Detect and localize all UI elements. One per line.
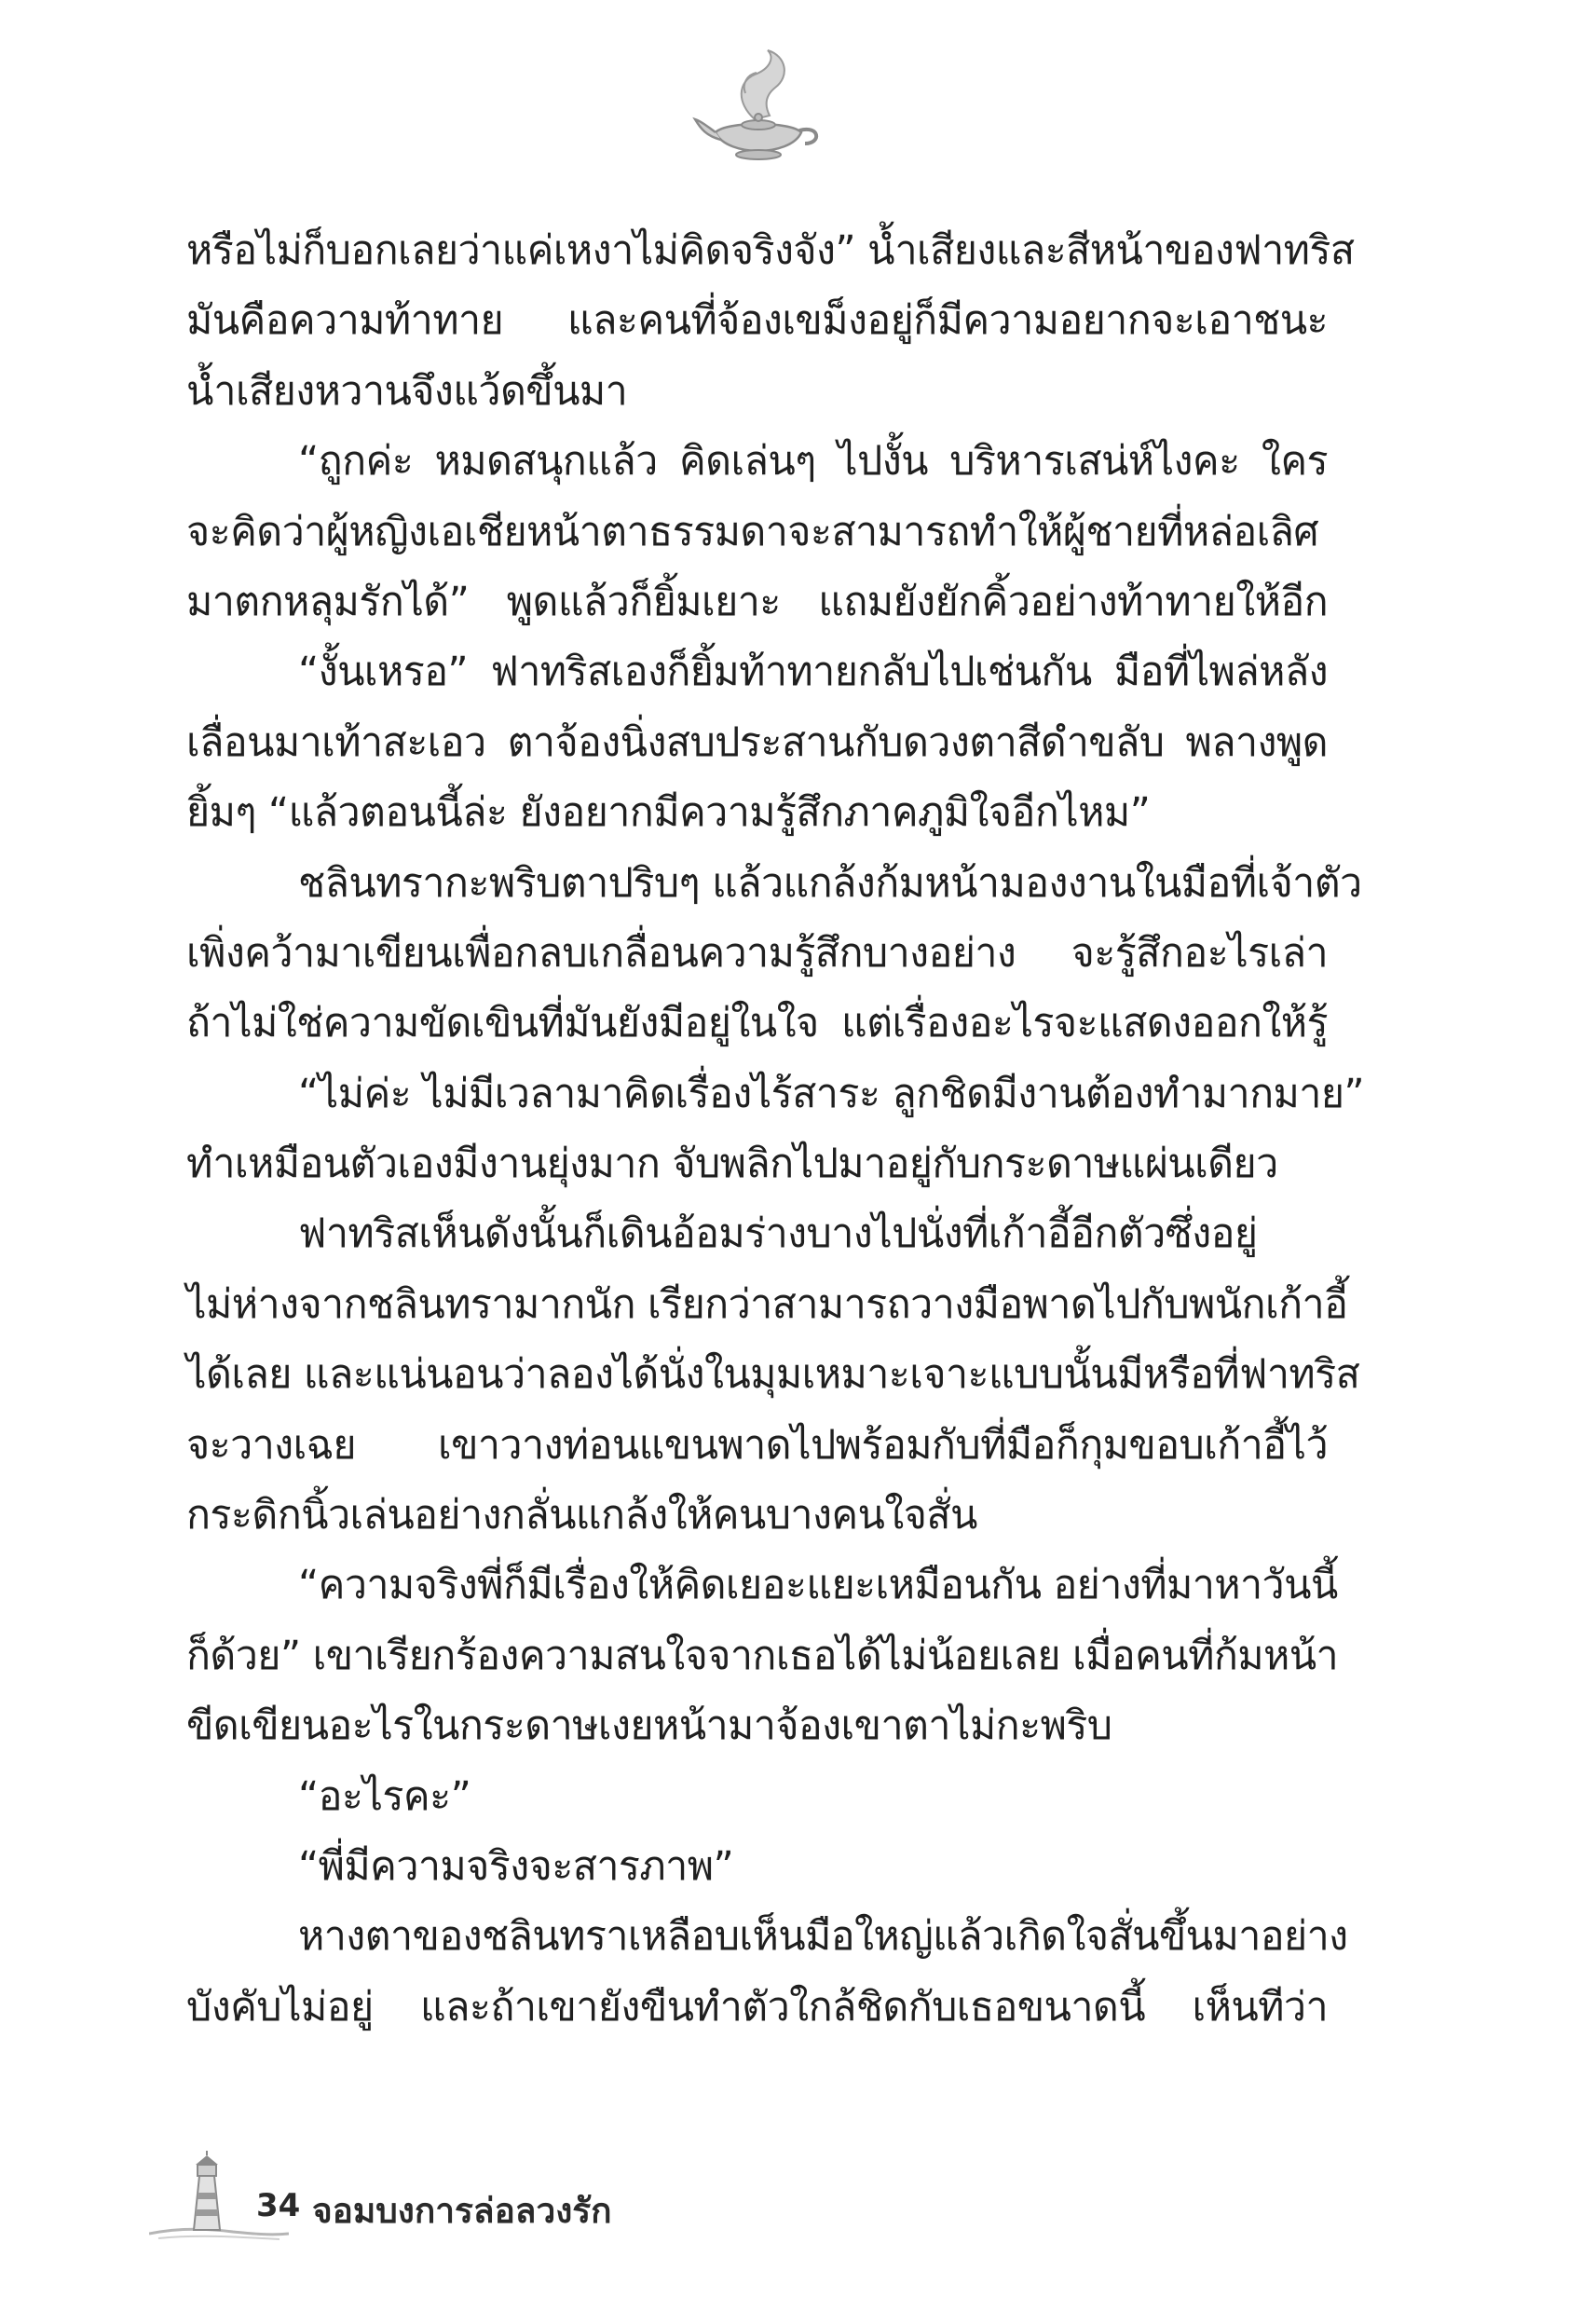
text-line: น้ำเสียงหวานจึงแว้ดขึ้นมา (186, 367, 628, 415)
text-line: “ถูกค่ะ หมดสนุกแล้ว คิดเล่นๆ ไปงั้น บริหารเสน่ห์ไงคะ ใคร (298, 438, 1328, 485)
text-line: จะคิดว่าผู้หญิงเอเชียหน้าตาธรรมดาจะสามารถทำให้ผู้ชายที่หล่อเลิศ (186, 508, 1319, 555)
text-line: “งั้นเหรอ” ฟาทริสเองก็ยิ้มท้าทายกลับไปเช่นกัน มือที่ไพล่หลัง (298, 649, 1328, 696)
text-line: ถ้าไม่ใช่ความขัดเขินที่มันยังมีอยู่ในใจ แต่เรื่องอะไรจะแสดงออกให้รู้ (186, 1000, 1328, 1047)
text-line: ไม่ห่างจากชลินทรามากนัก เรียกว่าสามารถวางมือพาดไปกับพนักเก้าอี้ (186, 1280, 1348, 1328)
page-footer (149, 2148, 801, 2241)
text-line: เลื่อนมาเท้าสะเอว ตาจ้องนิ่งสบประสานกับดวงตาสีดำขลับ พลางพูด (186, 718, 1328, 766)
text-line: บังคับไม่อยู่ และถ้าเขายังขืนทำตัวใกล้ชิดกับเธอขนาดนี้ เห็นทีว่า (186, 1983, 1328, 2031)
text-line: มาตกหลุมรักได้” พูดแล้วก็ยิ้มเยาะ แถมยังยักคิ้วอย่างท้าทายให้อีก (186, 578, 1328, 625)
text-line: ฟาทริสเห็นดังนั้นก็เดินอ้อมร่างบางไปนั่งที่เก้าอี้อีกตัวซึ่งอยู่ (298, 1210, 1258, 1258)
book-title: จอมบงการล่อลวงรัก (312, 2191, 612, 2231)
text-line: ขีดเขียนอะไรในกระดาษเงยหน้ามาจ้องเขาตาไม่กะพริบ (186, 1702, 1112, 1750)
text-line: “พี่มีความจริงจะสารภาพ” (298, 1842, 734, 1890)
text-line: หรือไม่ก็บอกเลยว่าแค่เหงาไม่คิดจริงจัง” น้ำเสียงและสีหน้าของฟาทริส (186, 227, 1355, 274)
text-line: ทำเหมือนตัวเองมีงานยุ่งมาก จับพลิกไปมาอยู่กับกระดาษแผ่นเดียว (186, 1141, 1278, 1188)
text-line: เพิ่งคว้ามาเขียนเพื่อกลบเกลื่อนความรู้สึกบางอย่าง จะรู้สึกอะไรเล่า (186, 929, 1328, 977)
text-line: จะวางเฉย เขาวางท่อนแขนพาดไปพร้อมกับที่มือก็กุมขอบเก้าอี้ไว้ (186, 1421, 1328, 1469)
body-text (186, 216, 1365, 2043)
genie-lamp-icon (689, 47, 829, 168)
text-line: “ความจริงพี่ก็มีเรื่องให้คิดเยอะแยะเหมือนกัน อย่างที่มาหาวันนี้ (298, 1562, 1338, 1609)
text-line: “ไม่ค่ะ ไม่มีเวลามาคิดเรื่องไร้สาระ ลูกชิดมีงานต้องทำมากมาย” (298, 1070, 1365, 1117)
text-line: “อะไรคะ” (298, 1772, 471, 1820)
text-line: ยิ้มๆ “แล้วตอนนี้ล่ะ ยังอยากมีความรู้สึกภาคภูมิใจอีกไหม” (186, 789, 1151, 837)
text-line: ชลินทรากะพริบตาปริบๆ แล้วแกล้งก้มหน้ามองงานในมือที่เจ้าตัว (298, 859, 1362, 907)
text-line: หางตาของชลินทราเหลือบเห็นมือใหญ่แล้วเกิดใจสั่นขึ้นมาอย่าง (298, 1913, 1348, 1961)
page-number: 34 (256, 2187, 301, 2224)
text-line: ก็ด้วย” เขาเรียกร้องความสนใจจากเธอได้ไม่น้อยเลย เมื่อคนที่ก้มหน้า (186, 1632, 1339, 1679)
text-line: กระดิกนิ้วเล่นอย่างกลั่นแกล้งให้คนบางคนใจสั่น (186, 1492, 977, 1539)
text-line: มันคือความท้าทาย และคนที่จ้องเขม็งอยู่ก็มีความอยากจะเอาชนะ (186, 297, 1328, 345)
text-line: ได้เลย และแน่นอนว่าลองได้นั่งในมุมเหมาะเจาะแบบนั้นมีหรือที่ฟาทริส (186, 1351, 1360, 1399)
